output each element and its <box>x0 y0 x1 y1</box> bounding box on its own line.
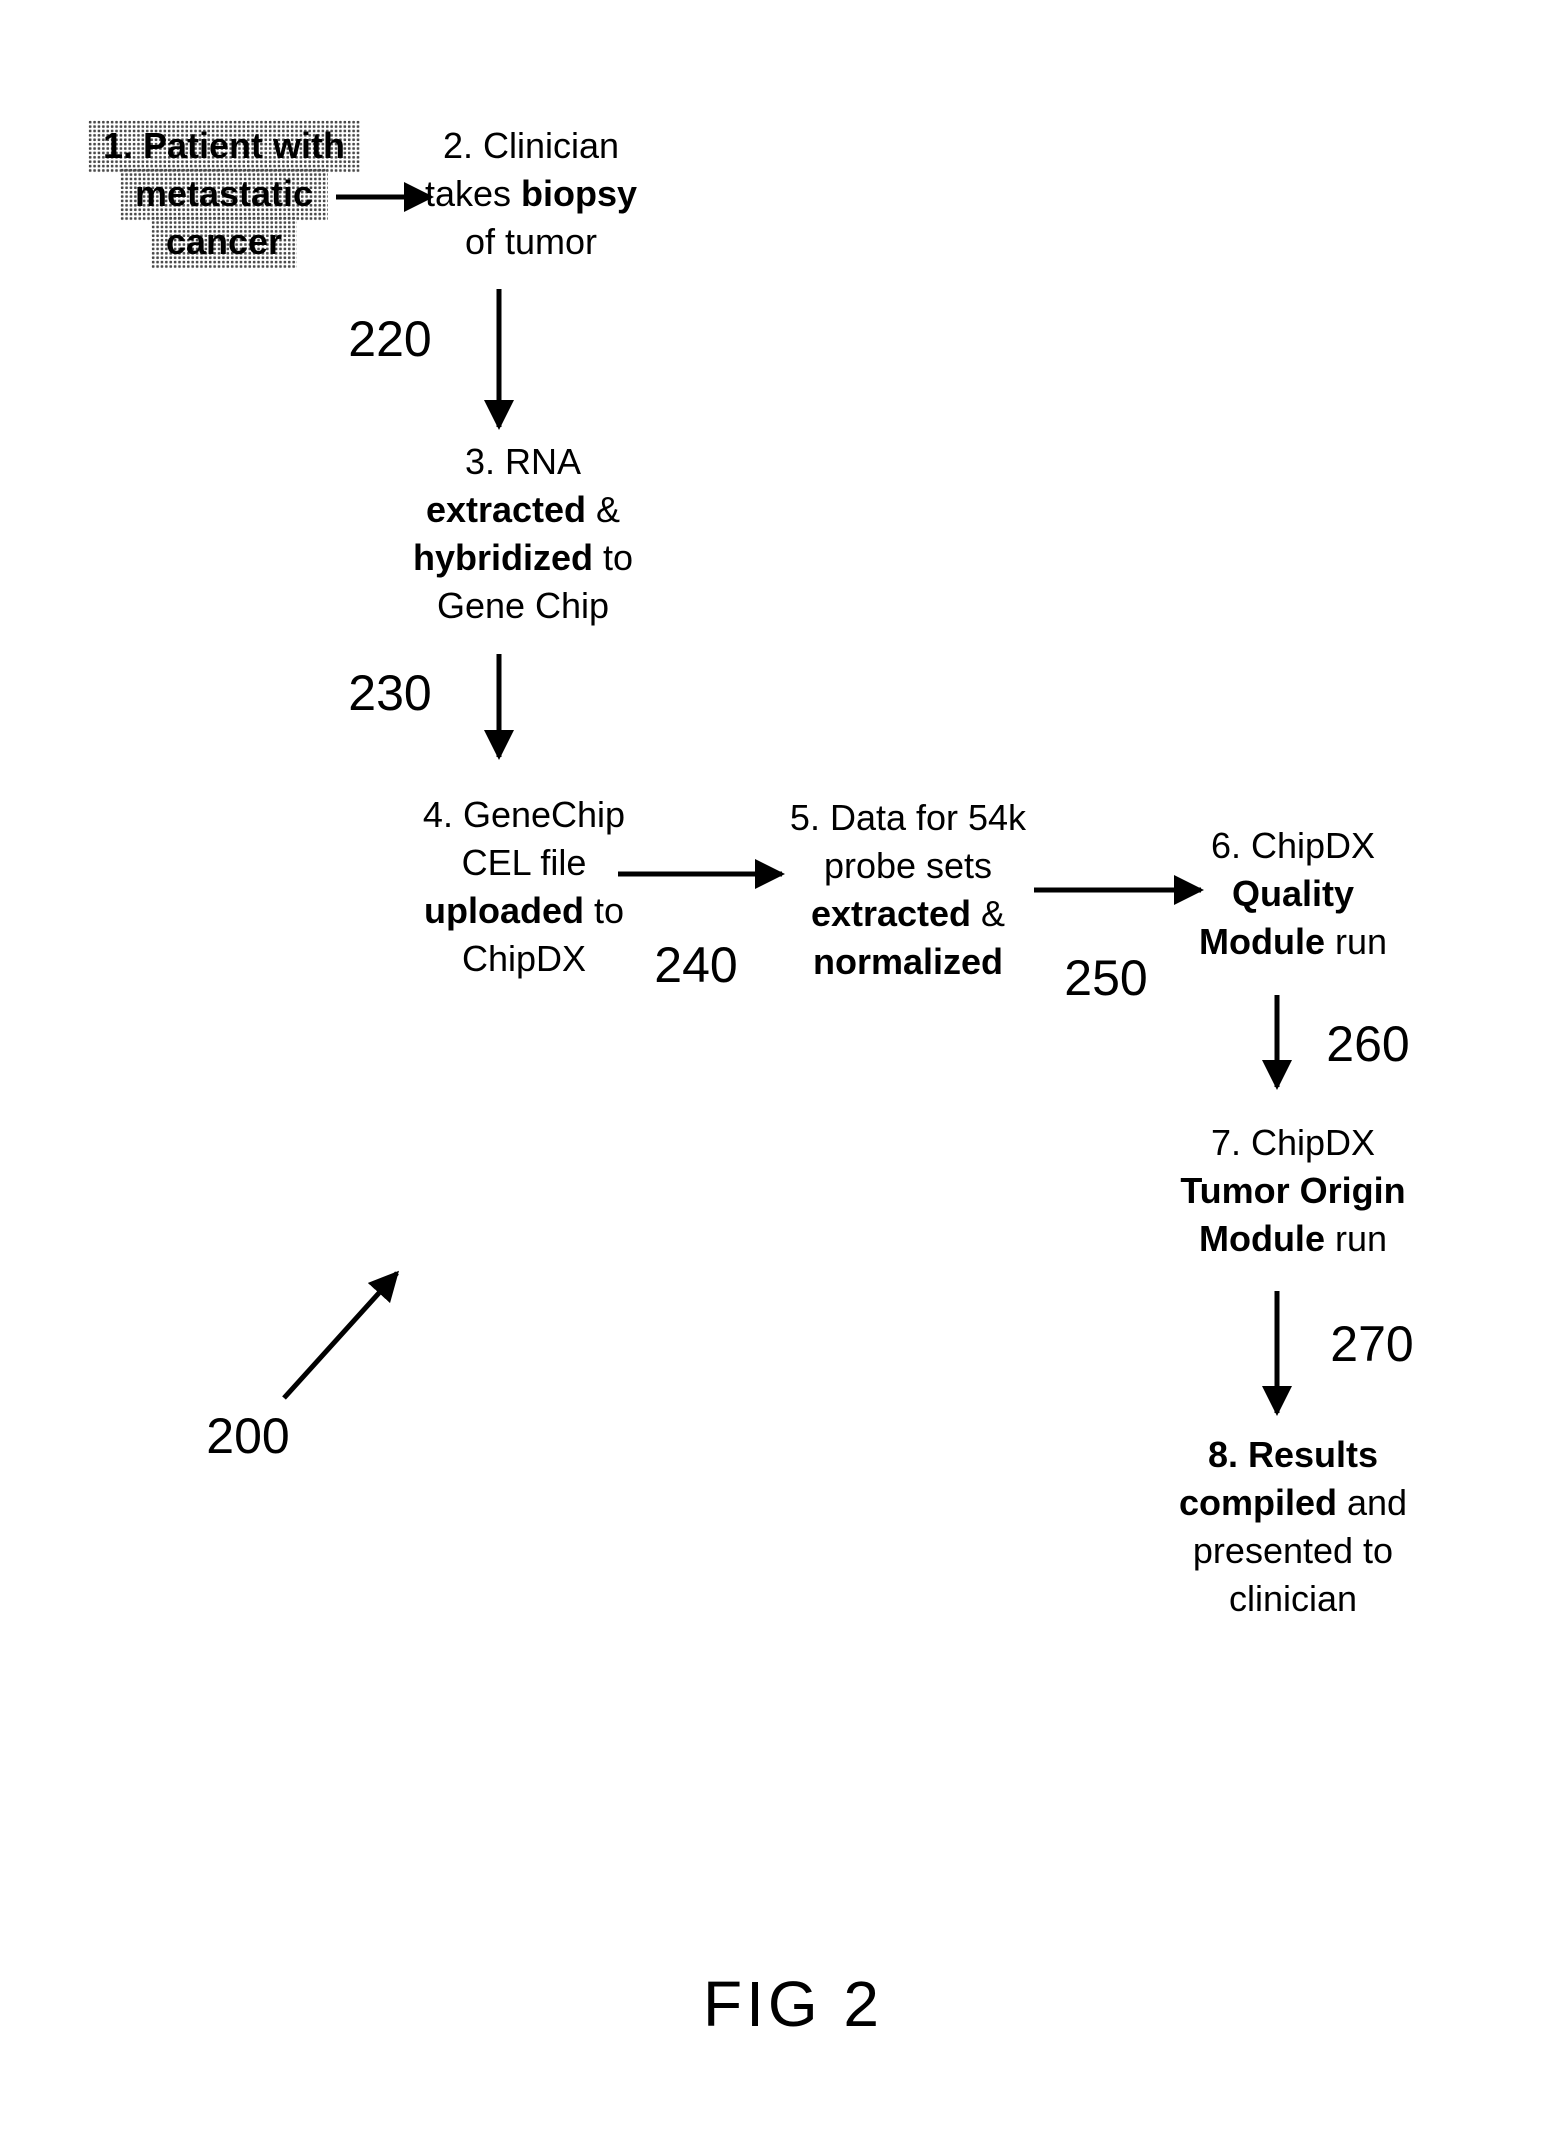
figure-caption: FIG 2 <box>702 1968 884 2040</box>
node-text-line <box>1180 1215 1405 1263</box>
node-text-segment: normalized <box>812 941 1004 982</box>
arrow-ref-200-pointer <box>284 1273 397 1398</box>
node-text-line <box>425 170 637 218</box>
node-text-line <box>423 839 625 887</box>
node-text-segment: ChipDX <box>461 938 587 979</box>
node-text-segment: and <box>1336 1482 1408 1523</box>
flow-node-rna-hybridized <box>413 438 633 630</box>
node-text-line <box>790 842 1026 890</box>
edge-ref-numeral-270: 270 <box>1330 1316 1414 1372</box>
flow-node-cel-file-uploaded <box>423 791 625 983</box>
flow-node-tumor-origin-module <box>1180 1119 1405 1263</box>
node-text-line <box>413 486 633 534</box>
node-text-segment: biopsy <box>521 173 638 214</box>
flow-node-data-normalized <box>790 794 1026 986</box>
flow-node-quality-module <box>1199 822 1387 966</box>
node-text-segment: takes <box>424 173 522 214</box>
flow-node-results-compiled <box>1179 1431 1407 1623</box>
edge-ref-numeral-240: 240 <box>654 937 738 993</box>
node-text-segment: 8. Results <box>1207 1434 1379 1475</box>
node-text-line <box>1199 870 1387 918</box>
node-text-segment: metastatic <box>120 168 328 221</box>
node-text-segment: run <box>1324 1218 1388 1259</box>
node-text-line <box>413 534 633 582</box>
node-text-line <box>1179 1575 1407 1623</box>
node-text-segment: 4. GeneChip <box>422 794 626 835</box>
node-text-segment: to <box>593 537 634 578</box>
node-text-segment: compiled <box>1178 1482 1337 1523</box>
flow-node-patient-metastatic-cancer <box>88 122 360 266</box>
node-text-segment: run <box>1324 921 1388 962</box>
node-text-segment: 6. ChipDX <box>1210 825 1376 866</box>
node-text-line <box>1199 822 1387 870</box>
node-text-line <box>423 791 625 839</box>
edge-ref-numeral-230: 230 <box>348 665 432 721</box>
node-text-segment: 1. Patient with <box>88 120 360 173</box>
flow-node-clinician-biopsy <box>425 122 637 266</box>
node-text-segment: 3. RNA <box>464 441 582 482</box>
node-text-line <box>88 170 360 218</box>
node-text-segment: CEL file <box>461 842 587 883</box>
node-text-segment: to <box>583 890 625 931</box>
node-text-segment: 7. ChipDX <box>1210 1122 1376 1163</box>
node-text-line <box>790 938 1026 986</box>
node-text-line <box>1179 1431 1407 1479</box>
node-text-line <box>790 794 1026 842</box>
diagram-ref-numeral-200: 200 <box>206 1408 290 1464</box>
node-text-line <box>425 122 637 170</box>
edge-ref-numeral-260: 260 <box>1326 1016 1410 1072</box>
node-text-segment: Quality <box>1231 873 1355 914</box>
node-text-line <box>1180 1167 1405 1215</box>
node-text-segment: & <box>971 893 1006 934</box>
node-text-segment: hybridized <box>412 537 593 578</box>
node-text-line <box>413 582 633 630</box>
node-text-segment: Gene Chip <box>436 585 610 626</box>
edge-ref-numeral-220: 220 <box>348 311 432 367</box>
node-text-segment: Module <box>1198 1218 1325 1259</box>
node-text-segment: 5. Data for 54k <box>789 797 1027 838</box>
node-text-segment: extracted <box>810 893 972 934</box>
node-text-segment: Tumor Origin <box>1180 1170 1406 1211</box>
node-text-line <box>423 935 625 983</box>
node-text-segment: uploaded <box>423 890 584 931</box>
node-text-line <box>88 218 360 266</box>
node-text-line <box>1180 1119 1405 1167</box>
node-text-segment: extracted <box>425 489 587 530</box>
edge-ref-numeral-250: 250 <box>1064 950 1148 1006</box>
node-text-line <box>425 218 637 266</box>
node-text-line <box>88 122 360 170</box>
node-text-segment: clinician <box>1228 1578 1358 1619</box>
node-text-segment: & <box>586 489 621 530</box>
node-text-line <box>1199 918 1387 966</box>
node-text-segment: presented to <box>1192 1530 1394 1571</box>
node-text-segment: Module <box>1198 921 1325 962</box>
node-text-segment: cancer <box>151 216 297 269</box>
node-text-segment: 2. Clinician <box>442 125 620 166</box>
node-text-segment: probe sets <box>823 845 993 886</box>
node-text-line <box>1179 1527 1407 1575</box>
node-text-line <box>413 438 633 486</box>
node-text-line <box>1179 1479 1407 1527</box>
node-text-segment: of tumor <box>464 221 598 262</box>
node-text-line <box>423 887 625 935</box>
node-text-line <box>790 890 1026 938</box>
